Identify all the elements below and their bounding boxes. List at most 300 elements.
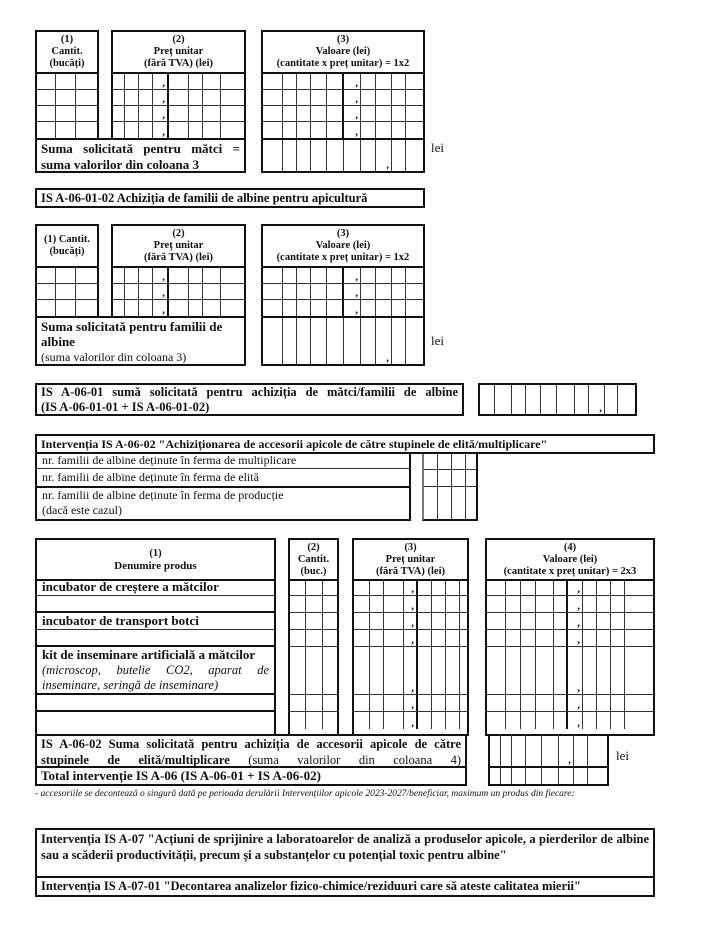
digit-cell[interactable] xyxy=(521,695,536,712)
digit-cell[interactable] xyxy=(432,579,446,596)
digit-cell[interactable] xyxy=(283,318,297,364)
digit-cell[interactable] xyxy=(37,74,56,90)
digit-cell[interactable] xyxy=(554,630,568,647)
digit-cell[interactable] xyxy=(189,122,203,138)
digit-cell[interactable] xyxy=(361,300,376,316)
digit-cell[interactable] xyxy=(354,579,370,596)
digit-cell[interactable] xyxy=(203,268,221,284)
digit-cell[interactable] xyxy=(392,268,406,284)
digit-cell[interactable] xyxy=(384,579,404,596)
digit-cell[interactable] xyxy=(327,90,344,106)
digit-cell[interactable] xyxy=(574,768,588,784)
digit-cell[interactable] xyxy=(189,106,203,122)
digit-cell[interactable] xyxy=(370,695,384,712)
digit-cell[interactable] xyxy=(583,630,597,647)
digit-cell[interactable] xyxy=(418,579,432,596)
digit-cell[interactable] xyxy=(56,122,76,138)
digit-cell[interactable] xyxy=(536,647,554,695)
digit-cell[interactable] xyxy=(370,596,384,613)
digit-cell[interactable] xyxy=(221,74,244,90)
digit-cell[interactable] xyxy=(263,300,283,316)
family-count-cells[interactable] xyxy=(422,454,478,521)
digit-cell[interactable] xyxy=(125,106,139,122)
digit-cell[interactable] xyxy=(583,596,597,613)
digit-cell[interactable] xyxy=(568,647,583,695)
digit-cell[interactable] xyxy=(406,122,423,138)
digit-cell[interactable] xyxy=(404,712,418,729)
digit-cell[interactable] xyxy=(125,74,139,90)
digit-cell[interactable] xyxy=(487,695,506,712)
digit-cell[interactable] xyxy=(384,695,404,712)
digit-cell[interactable] xyxy=(446,630,460,647)
digit-cell[interactable] xyxy=(370,613,384,630)
digit-cell[interactable] xyxy=(376,268,392,284)
digit-cell[interactable] xyxy=(404,647,418,695)
digit-cell[interactable] xyxy=(487,596,506,613)
digit-cell[interactable] xyxy=(344,90,361,106)
digit-cell[interactable] xyxy=(361,268,376,284)
digit-cell[interactable] xyxy=(404,596,418,613)
digit-cell[interactable] xyxy=(153,74,169,90)
digit-cell[interactable] xyxy=(384,596,404,613)
digit-cell[interactable] xyxy=(418,712,432,729)
digit-cell[interactable] xyxy=(323,613,337,630)
digit-cell[interactable] xyxy=(446,712,460,729)
digit-cell[interactable] xyxy=(406,300,423,316)
digit-cell[interactable] xyxy=(327,140,344,171)
digit-cell[interactable] xyxy=(625,579,653,596)
digit-cell[interactable] xyxy=(169,284,189,300)
digit-cell[interactable] xyxy=(487,647,506,695)
digit-cell[interactable] xyxy=(283,300,297,316)
digit-cell[interactable] xyxy=(446,596,460,613)
digit-cell[interactable] xyxy=(283,140,297,171)
digit-cell[interactable] xyxy=(392,90,406,106)
digit-cell[interactable] xyxy=(354,712,370,729)
digit-cell[interactable] xyxy=(501,734,512,766)
digit-cell[interactable] xyxy=(406,268,423,284)
products-value-column[interactable] xyxy=(485,579,655,736)
digit-cell[interactable] xyxy=(169,74,189,90)
digit-cell[interactable] xyxy=(283,106,297,122)
digit-cell[interactable] xyxy=(376,140,392,171)
digit-cell[interactable] xyxy=(263,122,283,138)
digit-cell[interactable] xyxy=(597,613,611,630)
digit-cell[interactable] xyxy=(221,90,244,106)
familii-qty-grid[interactable] xyxy=(37,268,97,316)
total-a0601-cells[interactable] xyxy=(478,383,637,416)
digit-cell[interactable] xyxy=(221,122,244,138)
digit-cell[interactable] xyxy=(153,106,169,122)
digit-cell[interactable] xyxy=(376,90,392,106)
digit-cell[interactable] xyxy=(446,579,460,596)
digit-cell[interactable] xyxy=(290,596,306,613)
matci-price-grid[interactable] xyxy=(113,74,244,138)
digit-cell[interactable] xyxy=(404,613,418,630)
digit-cell[interactable] xyxy=(501,768,512,784)
digit-cell[interactable] xyxy=(76,122,97,138)
digit-cell[interactable] xyxy=(306,596,323,613)
digit-cell[interactable] xyxy=(311,284,327,300)
digit-cell[interactable] xyxy=(283,90,297,106)
digit-cell[interactable] xyxy=(460,596,467,613)
digit-cell[interactable] xyxy=(404,630,418,647)
digit-cell[interactable] xyxy=(392,106,406,122)
digit-cell[interactable] xyxy=(536,596,554,613)
familii-sum-cells[interactable] xyxy=(261,316,425,366)
digit-cell[interactable] xyxy=(113,106,125,122)
digit-cell[interactable] xyxy=(263,318,283,364)
digit-cell[interactable] xyxy=(139,106,153,122)
digit-cell[interactable] xyxy=(588,768,607,784)
digit-cell[interactable] xyxy=(354,613,370,630)
digit-cell[interactable] xyxy=(189,90,203,106)
digit-cell[interactable] xyxy=(597,695,611,712)
digit-cell[interactable] xyxy=(203,90,221,106)
digit-cell[interactable] xyxy=(283,122,297,138)
digit-cell[interactable] xyxy=(189,284,203,300)
digit-cell[interactable] xyxy=(290,695,306,712)
digit-cell[interactable] xyxy=(370,647,384,695)
digit-cell[interactable] xyxy=(568,695,583,712)
digit-cell[interactable] xyxy=(583,695,597,712)
digit-cell[interactable] xyxy=(611,613,625,630)
digit-cell[interactable] xyxy=(392,318,406,364)
total-a06-cells[interactable] xyxy=(488,766,609,786)
digit-cell[interactable] xyxy=(392,74,406,90)
digit-cell[interactable] xyxy=(438,454,452,470)
digit-cell[interactable] xyxy=(125,300,139,316)
digit-cell[interactable] xyxy=(311,90,327,106)
digit-cell[interactable] xyxy=(370,630,384,647)
digit-cell[interactable] xyxy=(446,695,460,712)
digit-cell[interactable] xyxy=(297,268,311,284)
digit-cell[interactable] xyxy=(361,140,376,171)
digit-cell[interactable] xyxy=(460,695,467,712)
products-qty-column[interactable] xyxy=(288,579,339,736)
digit-cell[interactable] xyxy=(306,613,323,630)
digit-cell[interactable] xyxy=(611,596,625,613)
digit-cell[interactable] xyxy=(536,695,554,712)
digit-cell[interactable] xyxy=(327,300,344,316)
digit-cell[interactable] xyxy=(597,647,611,695)
digit-cell[interactable] xyxy=(153,300,169,316)
digit-cell[interactable] xyxy=(432,613,446,630)
digit-cell[interactable] xyxy=(625,695,653,712)
digit-cell[interactable] xyxy=(323,695,337,712)
digit-cell[interactable] xyxy=(327,268,344,284)
digit-cell[interactable] xyxy=(506,596,521,613)
digit-cell[interactable] xyxy=(290,712,306,729)
digit-cell[interactable] xyxy=(521,613,536,630)
digit-cell[interactable] xyxy=(37,268,56,284)
digit-cell[interactable] xyxy=(56,74,76,90)
digit-cell[interactable] xyxy=(76,74,97,90)
digit-cell[interactable] xyxy=(542,734,559,766)
digit-cell[interactable] xyxy=(113,90,125,106)
digit-cell[interactable] xyxy=(557,385,575,414)
digit-cell[interactable] xyxy=(406,318,423,364)
digit-cell[interactable] xyxy=(542,768,559,784)
digit-cell[interactable] xyxy=(306,647,323,695)
digit-cell[interactable] xyxy=(506,712,521,729)
digit-cell[interactable] xyxy=(568,712,583,729)
digit-cell[interactable] xyxy=(354,647,370,695)
digit-cell[interactable] xyxy=(76,300,97,316)
digit-cell[interactable] xyxy=(297,122,311,138)
digit-cell[interactable] xyxy=(418,596,432,613)
digit-cell[interactable] xyxy=(376,300,392,316)
digit-cell[interactable] xyxy=(323,647,337,695)
digit-cell[interactable] xyxy=(597,712,611,729)
digit-cell[interactable] xyxy=(512,385,526,414)
matci-qty-grid[interactable] xyxy=(37,74,97,138)
digit-cell[interactable] xyxy=(480,385,495,414)
digit-cell[interactable] xyxy=(290,647,306,695)
digit-cell[interactable] xyxy=(625,630,653,647)
digit-cell[interactable] xyxy=(575,385,589,414)
digit-cell[interactable] xyxy=(559,768,574,784)
digit-cell[interactable] xyxy=(344,122,361,138)
digit-cell[interactable] xyxy=(589,385,605,414)
digit-cell[interactable] xyxy=(56,268,76,284)
digit-cell[interactable] xyxy=(344,318,361,364)
digit-cell[interactable] xyxy=(432,712,446,729)
products-sum-cells[interactable] xyxy=(488,734,609,768)
digit-cell[interactable] xyxy=(323,596,337,613)
digit-cell[interactable] xyxy=(56,284,76,300)
digit-cell[interactable] xyxy=(344,268,361,284)
digit-cell[interactable] xyxy=(625,712,653,729)
digit-cell[interactable] xyxy=(506,630,521,647)
digit-cell[interactable] xyxy=(466,454,476,470)
digit-cell[interactable] xyxy=(376,318,392,364)
digit-cell[interactable] xyxy=(297,318,311,364)
digit-cell[interactable] xyxy=(221,106,244,122)
digit-cell[interactable] xyxy=(460,613,467,630)
digit-cell[interactable] xyxy=(327,284,344,300)
digit-cell[interactable] xyxy=(392,122,406,138)
digit-cell[interactable] xyxy=(376,74,392,90)
digit-cell[interactable] xyxy=(536,613,554,630)
digit-cell[interactable] xyxy=(354,596,370,613)
digit-cell[interactable] xyxy=(495,385,512,414)
digit-cell[interactable] xyxy=(597,579,611,596)
digit-cell[interactable] xyxy=(392,300,406,316)
digit-cell[interactable] xyxy=(460,712,467,729)
digit-cell[interactable] xyxy=(370,712,384,729)
digit-cell[interactable] xyxy=(568,596,583,613)
digit-cell[interactable] xyxy=(432,647,446,695)
digit-cell[interactable] xyxy=(432,596,446,613)
digit-cell[interactable] xyxy=(370,579,384,596)
digit-cell[interactable] xyxy=(56,106,76,122)
digit-cell[interactable] xyxy=(392,284,406,300)
digit-cell[interactable] xyxy=(512,734,526,766)
digit-cell[interactable] xyxy=(512,768,526,784)
digit-cell[interactable] xyxy=(139,90,153,106)
digit-cell[interactable] xyxy=(203,284,221,300)
digit-cell[interactable] xyxy=(169,300,189,316)
digit-cell[interactable] xyxy=(37,122,56,138)
digit-cell[interactable] xyxy=(354,630,370,647)
digit-cell[interactable] xyxy=(113,284,125,300)
digit-cell[interactable] xyxy=(460,647,467,695)
digit-cell[interactable] xyxy=(625,613,653,630)
digit-cell[interactable] xyxy=(521,579,536,596)
digit-cell[interactable] xyxy=(506,579,521,596)
digit-cell[interactable] xyxy=(432,695,446,712)
digit-cell[interactable] xyxy=(384,613,404,630)
digit-cell[interactable] xyxy=(344,106,361,122)
digit-cell[interactable] xyxy=(139,284,153,300)
digit-cell[interactable] xyxy=(263,74,283,90)
digit-cell[interactable] xyxy=(361,74,376,90)
digit-cell[interactable] xyxy=(404,695,418,712)
digit-cell[interactable] xyxy=(283,284,297,300)
digit-cell[interactable] xyxy=(460,630,467,647)
digit-cell[interactable] xyxy=(452,487,466,519)
digit-cell[interactable] xyxy=(263,284,283,300)
digit-cell[interactable] xyxy=(113,268,125,284)
digit-cell[interactable] xyxy=(169,106,189,122)
digit-cell[interactable] xyxy=(361,122,376,138)
digit-cell[interactable] xyxy=(376,122,392,138)
digit-cell[interactable] xyxy=(263,106,283,122)
digit-cell[interactable] xyxy=(311,106,327,122)
digit-cell[interactable] xyxy=(554,613,568,630)
digit-cell[interactable] xyxy=(311,122,327,138)
digit-cell[interactable] xyxy=(311,318,327,364)
digit-cell[interactable] xyxy=(446,613,460,630)
digit-cell[interactable] xyxy=(418,613,432,630)
digit-cell[interactable] xyxy=(490,768,501,784)
digit-cell[interactable] xyxy=(221,268,244,284)
matci-sum-cells[interactable] xyxy=(261,138,425,173)
digit-cell[interactable] xyxy=(361,106,376,122)
digit-cell[interactable] xyxy=(125,122,139,138)
digit-cell[interactable] xyxy=(554,596,568,613)
digit-cell[interactable] xyxy=(424,487,438,519)
digit-cell[interactable] xyxy=(323,579,337,596)
digit-cell[interactable] xyxy=(618,385,635,414)
digit-cell[interactable] xyxy=(203,106,221,122)
digit-cell[interactable] xyxy=(432,630,446,647)
digit-cell[interactable] xyxy=(306,695,323,712)
digit-cell[interactable] xyxy=(37,300,56,316)
digit-cell[interactable] xyxy=(153,268,169,284)
digit-cell[interactable] xyxy=(221,284,244,300)
digit-cell[interactable] xyxy=(311,300,327,316)
digit-cell[interactable] xyxy=(297,300,311,316)
digit-cell[interactable] xyxy=(297,74,311,90)
digit-cell[interactable] xyxy=(384,647,404,695)
digit-cell[interactable] xyxy=(536,712,554,729)
digit-cell[interactable] xyxy=(487,630,506,647)
digit-cell[interactable] xyxy=(344,74,361,90)
digit-cell[interactable] xyxy=(574,734,588,766)
digit-cell[interactable] xyxy=(56,300,76,316)
digit-cell[interactable] xyxy=(125,90,139,106)
digit-cell[interactable] xyxy=(588,734,607,766)
digit-cell[interactable] xyxy=(189,300,203,316)
digit-cell[interactable] xyxy=(153,90,169,106)
digit-cell[interactable] xyxy=(189,268,203,284)
digit-cell[interactable] xyxy=(203,122,221,138)
digit-cell[interactable] xyxy=(611,712,625,729)
digit-cell[interactable] xyxy=(290,630,306,647)
digit-cell[interactable] xyxy=(290,613,306,630)
digit-cell[interactable] xyxy=(554,712,568,729)
familii-price-grid[interactable] xyxy=(113,268,244,316)
digit-cell[interactable] xyxy=(263,140,283,171)
digit-cell[interactable] xyxy=(169,122,189,138)
digit-cell[interactable] xyxy=(37,284,56,300)
digit-cell[interactable] xyxy=(290,579,306,596)
digit-cell[interactable] xyxy=(113,300,125,316)
digit-cell[interactable] xyxy=(306,712,323,729)
digit-cell[interactable] xyxy=(327,106,344,122)
digit-cell[interactable] xyxy=(283,268,297,284)
digit-cell[interactable] xyxy=(554,579,568,596)
products-price-column[interactable] xyxy=(352,579,469,736)
digit-cell[interactable] xyxy=(418,647,432,695)
digit-cell[interactable] xyxy=(466,487,476,519)
digit-cell[interactable] xyxy=(506,613,521,630)
digit-cell[interactable] xyxy=(438,487,452,519)
digit-cell[interactable] xyxy=(490,734,501,766)
digit-cell[interactable] xyxy=(466,470,476,487)
digit-cell[interactable] xyxy=(344,140,361,171)
digit-cell[interactable] xyxy=(597,596,611,613)
digit-cell[interactable] xyxy=(344,300,361,316)
digit-cell[interactable] xyxy=(311,268,327,284)
digit-cell[interactable] xyxy=(521,647,536,695)
digit-cell[interactable] xyxy=(406,284,423,300)
digit-cell[interactable] xyxy=(203,300,221,316)
digit-cell[interactable] xyxy=(344,284,361,300)
digit-cell[interactable] xyxy=(361,284,376,300)
matci-value-grid[interactable] xyxy=(263,74,423,138)
digit-cell[interactable] xyxy=(487,613,506,630)
digit-cell[interactable] xyxy=(452,454,466,470)
digit-cell[interactable] xyxy=(452,470,466,487)
digit-cell[interactable] xyxy=(323,712,337,729)
digit-cell[interactable] xyxy=(139,268,153,284)
digit-cell[interactable] xyxy=(418,630,432,647)
digit-cell[interactable] xyxy=(583,647,597,695)
digit-cell[interactable] xyxy=(487,712,506,729)
digit-cell[interactable] xyxy=(76,268,97,284)
digit-cell[interactable] xyxy=(263,268,283,284)
digit-cell[interactable] xyxy=(406,90,423,106)
digit-cell[interactable] xyxy=(113,74,125,90)
digit-cell[interactable] xyxy=(506,695,521,712)
digit-cell[interactable] xyxy=(56,90,76,106)
digit-cell[interactable] xyxy=(438,470,452,487)
digit-cell[interactable] xyxy=(506,647,521,695)
digit-cell[interactable] xyxy=(583,613,597,630)
digit-cell[interactable] xyxy=(113,122,125,138)
digit-cell[interactable] xyxy=(521,630,536,647)
digit-cell[interactable] xyxy=(568,613,583,630)
digit-cell[interactable] xyxy=(311,140,327,171)
digit-cell[interactable] xyxy=(406,106,423,122)
digit-cell[interactable] xyxy=(536,630,554,647)
digit-cell[interactable] xyxy=(297,284,311,300)
digit-cell[interactable] xyxy=(625,596,653,613)
digit-cell[interactable] xyxy=(446,647,460,695)
